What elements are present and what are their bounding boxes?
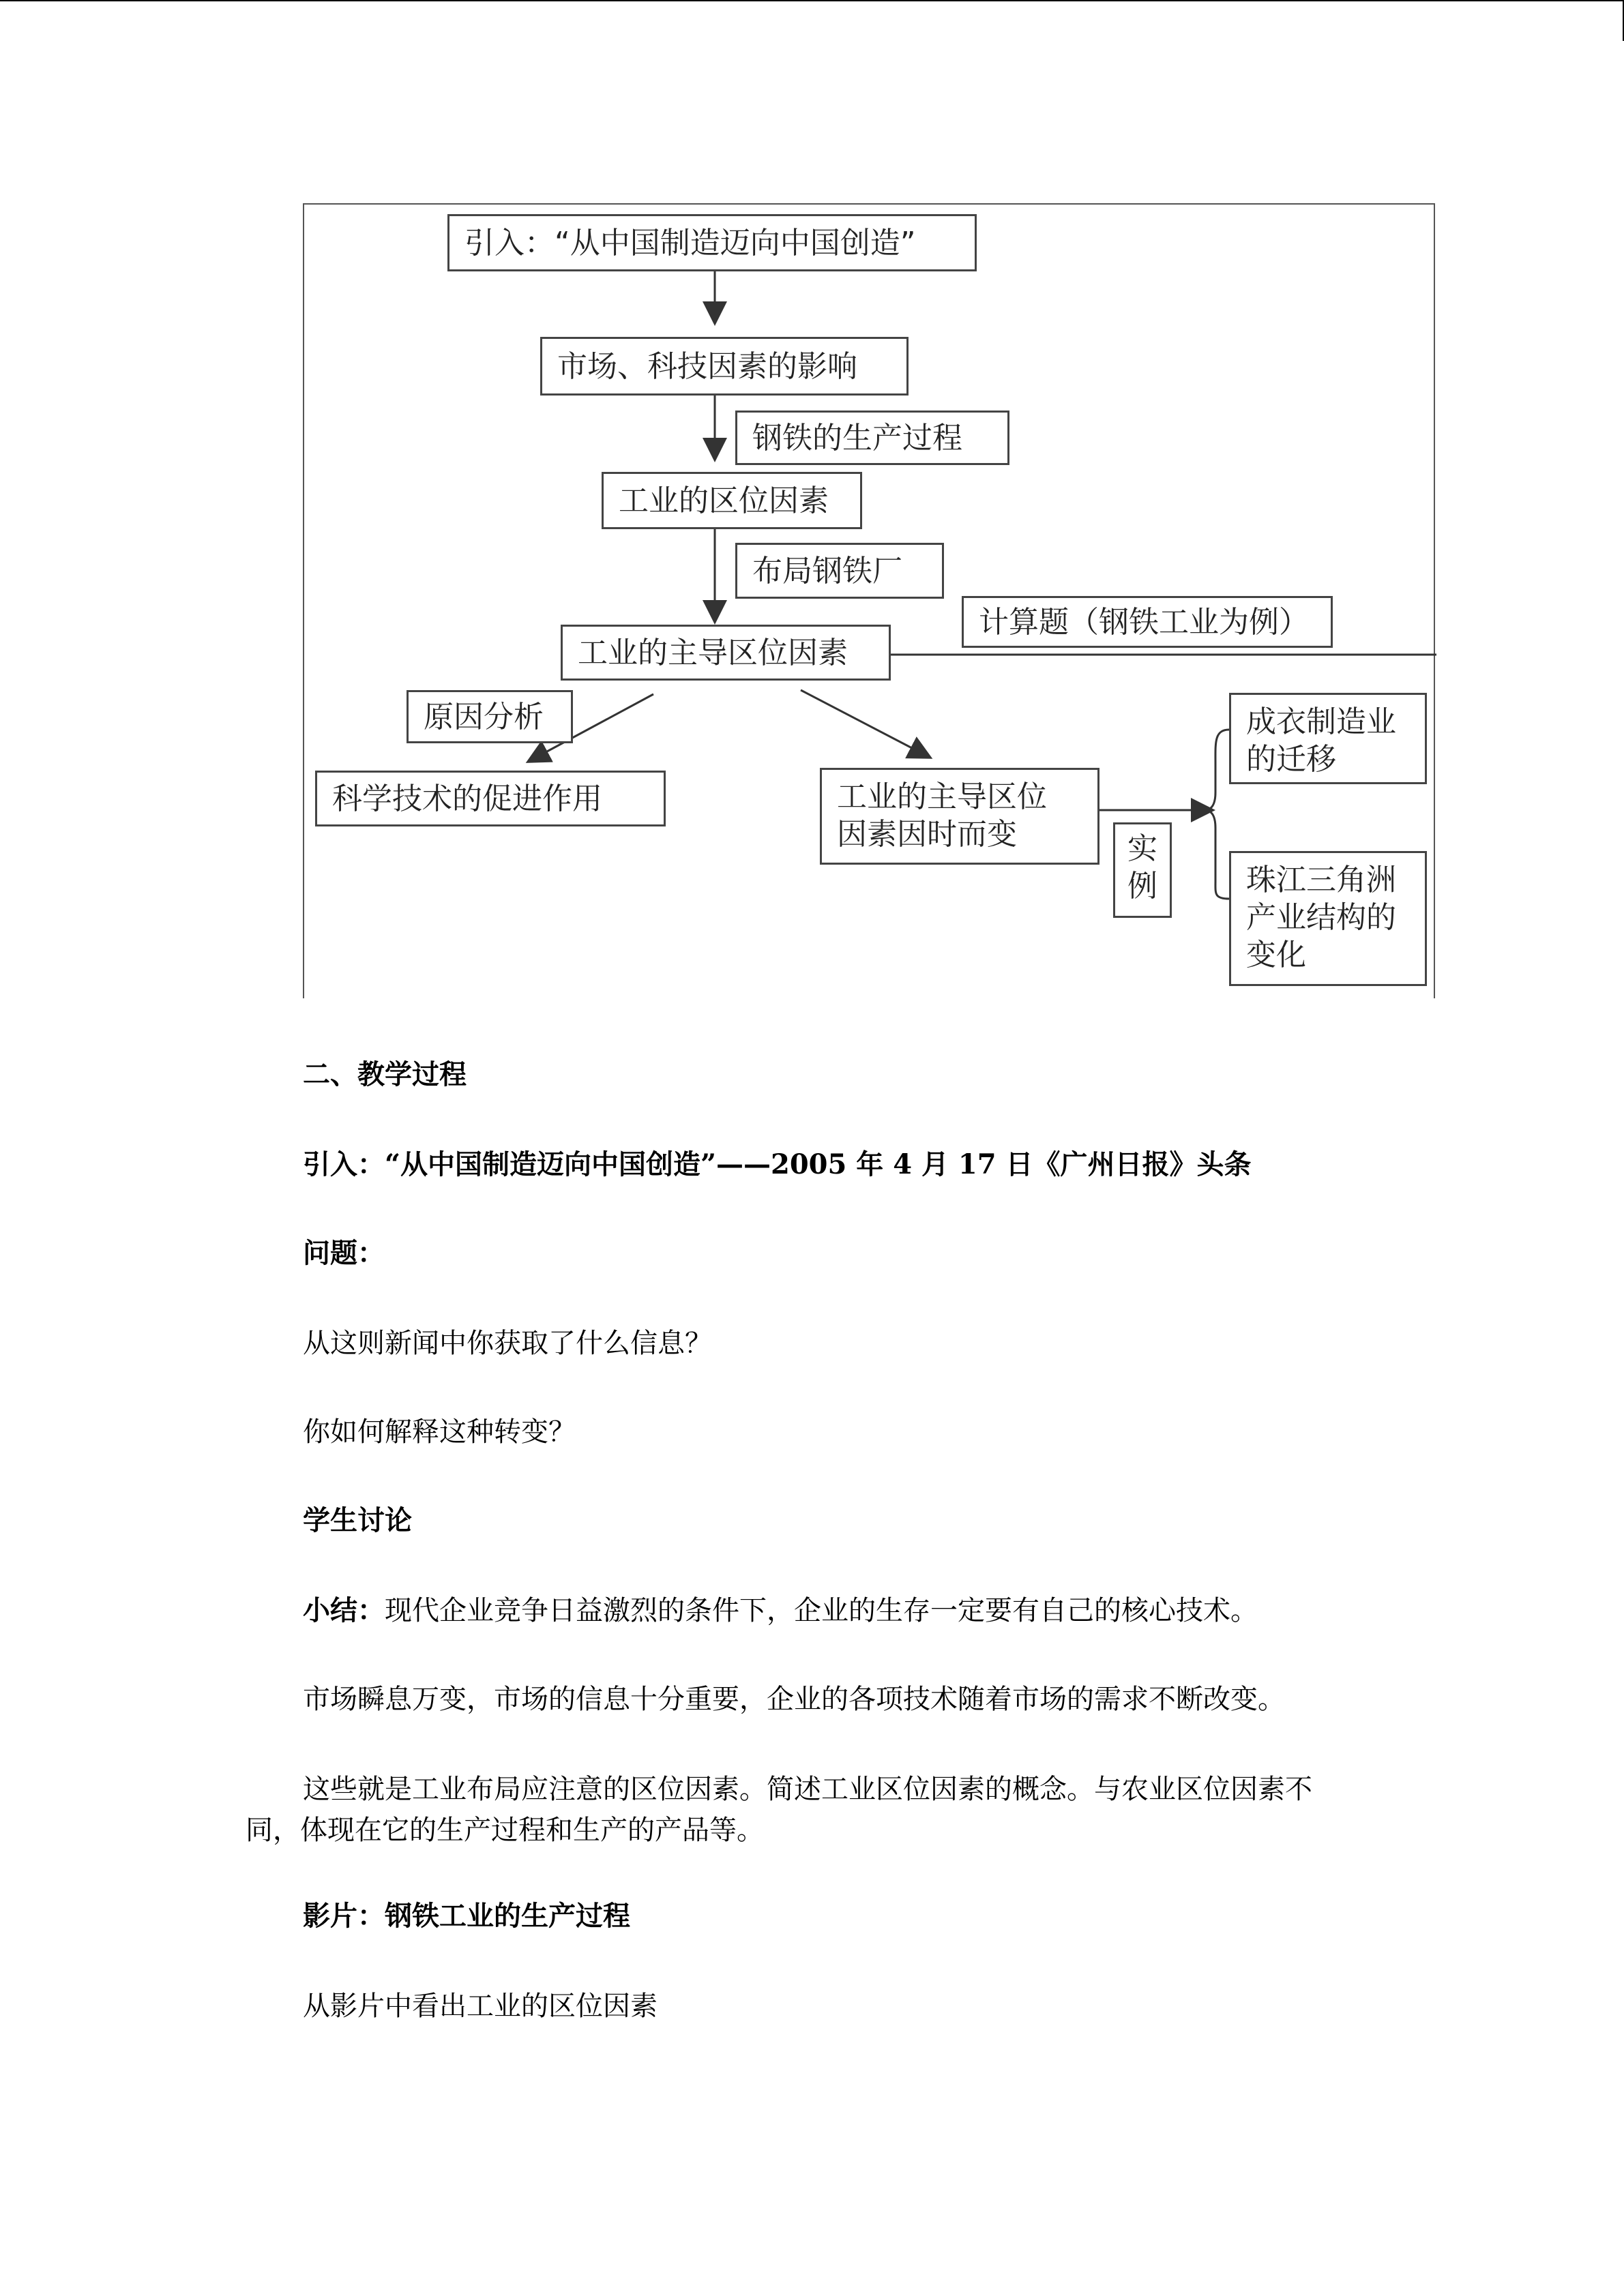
node-garment: 成衣制造业 的迁移	[1229, 693, 1427, 784]
question-2: 你如何解释这种转变？	[303, 1416, 576, 1448]
summary-paragraph	[303, 1590, 1258, 1631]
node-location-factors: 工业的区位因素	[602, 472, 862, 529]
film-heading: 影片：钢铁工业的生产过程	[303, 1900, 630, 1932]
node-prd: 珠江三角洲 产业结构的 变化	[1229, 851, 1427, 986]
market-paragraph: 市场瞬息万变，市场的信息十分重要，企业的各项技术随着市场的需求不断改变。	[303, 1684, 1285, 1715]
top-border-line	[0, 0, 1624, 1]
summary-body: 现代企业竞争日益激烈的条件下，企业的生存一定要有自己的核心技术。	[385, 1595, 1258, 1626]
flowchart-figure	[303, 203, 1435, 998]
node-reason: 原因分析	[407, 690, 573, 743]
question-1: 从这则新闻中你获取了什么信息？	[303, 1328, 712, 1359]
node-change-over-time: 工业的主导区位 因素因时而变	[820, 768, 1099, 865]
node-layout-steel: 布局钢铁厂	[735, 543, 944, 599]
discussion-heading: 学生讨论	[303, 1504, 412, 1536]
intro-body: “从中国制造迈向中国创造”——2005 年 4 月 17 日《广州日报》头条	[385, 1148, 1252, 1180]
concept-line-2: 同，体现在它的生产过程和生产的产品等。	[246, 1815, 764, 1846]
intro-label: 引入：	[303, 1148, 385, 1180]
question-label: 问题：	[303, 1237, 385, 1269]
concept-line-1: 这些就是工业布局应注意的区位因素。简述工业区位因素的概念。与农业区位因素不	[303, 1774, 1312, 1805]
intro-paragraph	[303, 1144, 1251, 1185]
film-body: 从影片中看出工业的区位因素	[303, 1991, 658, 2022]
node-sci-tech: 科学技术的促进作用	[315, 771, 666, 826]
section-heading: 二、教学过程	[303, 1058, 467, 1090]
node-steel-process: 钢铁的生产过程	[735, 411, 1009, 465]
brace-examples	[1205, 730, 1229, 899]
node-example: 实 例	[1113, 822, 1172, 918]
node-dominant: 工业的主导区位因素	[561, 625, 891, 681]
node-intro: 引入：“从中国制造迈向中国创造”	[447, 214, 977, 271]
summary-label: 小结：	[303, 1594, 385, 1626]
arrow-dominant-to-change	[801, 690, 929, 757]
node-market-tech: 市场、科技因素的影响	[540, 337, 909, 396]
node-calc: 计算题（钢铁工业为例）	[962, 596, 1333, 648]
